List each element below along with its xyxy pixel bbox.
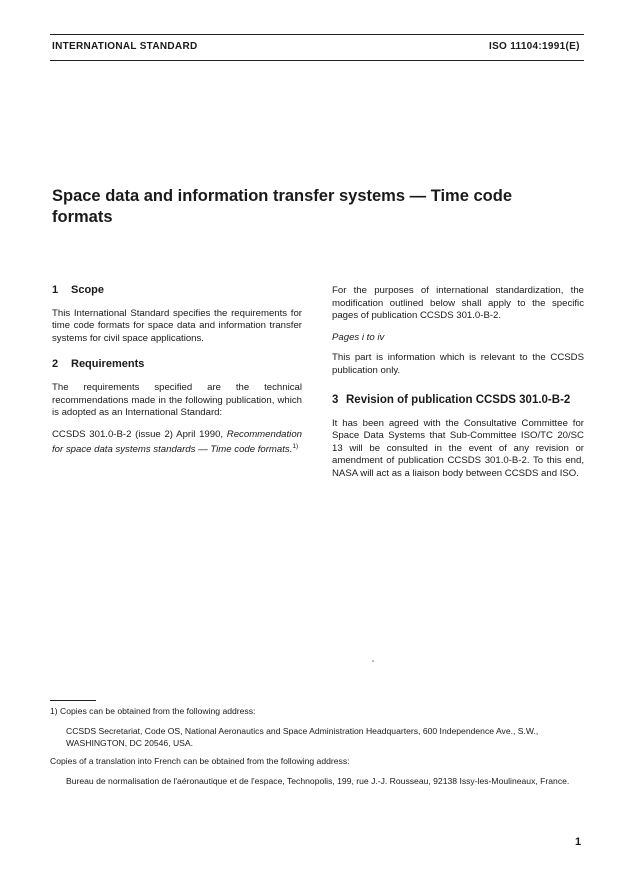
revision-text: It has been agreed with the Consultative Committee for Space Data Systems that Sub-Committee ISO/TC 20/SC 13 will be consulted in the event of any revision or amendment of publication CCSDS 301.0-B-2. To this end, NASA will act as a liaison body between CCSDS and ISO.: [332, 417, 584, 479]
section-number: 1: [52, 284, 59, 296]
footnote-french-note: Copies of a translation into French can be obtained from the following address:: [50, 756, 350, 766]
top-rule: [50, 34, 584, 35]
header-standard-label: INTERNATIONAL STANDARD: [52, 41, 198, 52]
section-number: 3: [332, 393, 339, 406]
document-title: Space data and information transfer systems — Time code formats: [52, 187, 513, 226]
pages-label: Pages i to iv: [332, 331, 385, 343]
footnote-address-bnae: Bureau de normalisation de l'aéronautique et de l'espace, Technopolis, 199, rue J.-J. Rousseau, 92138 Issy-les-Moulineaux, France.: [66, 776, 570, 786]
pages-text: This part is information which is relevant to the CCSDS publication only.: [332, 352, 584, 376]
section-title: Requirements: [71, 358, 145, 371]
citation-plain: CCSDS 301.0-B-2 (issue 2) April 1990,: [52, 428, 227, 440]
header-iso-number: ISO 11104:1991(E): [489, 41, 580, 52]
citation-footnote-ref: 1): [292, 443, 299, 451]
requirements-text: The requirements specified are the technical recommendations made in the following publication, which is adopted as an International Standard:: [52, 381, 302, 419]
section-scope-heading: [52, 284, 302, 297]
right-column: [332, 285, 584, 490]
header-rule: [50, 60, 584, 61]
footnote-1: 1) Copies can be obtained from the following address:: [50, 706, 256, 716]
section-requirements-heading: [52, 358, 302, 371]
section-title: Scope: [71, 284, 105, 296]
modification-intro: For the purposes of international standardization, the modification outlined below shall apply to the specific pages of publication CCSDS 301.0-B-2.: [332, 285, 584, 322]
requirements-citation: [52, 429, 302, 457]
section-number: 2: [52, 358, 59, 371]
speck: [372, 660, 374, 662]
page-number: 1: [575, 836, 582, 848]
section-title: Revision of publication CCSDS 301.0-B-2: [346, 393, 571, 406]
citation-italic: Recommendation for space data systems standards — Time code formats.: [52, 428, 302, 456]
footnote-address-ccsds: CCSDS Secretariat, Code OS, National Aeronautics and Space Administration Headquarters, 600 Independence Ave., S.W., WASHINGTON, DC 20546, USA.: [66, 726, 539, 748]
section-revision-heading: [332, 393, 584, 407]
scope-text: This International Standard specifies the requirements for time code formats for space data and information transfer systems for civil space applications.: [52, 307, 302, 344]
left-column: [52, 284, 302, 466]
footnote-rule: [50, 700, 96, 701]
